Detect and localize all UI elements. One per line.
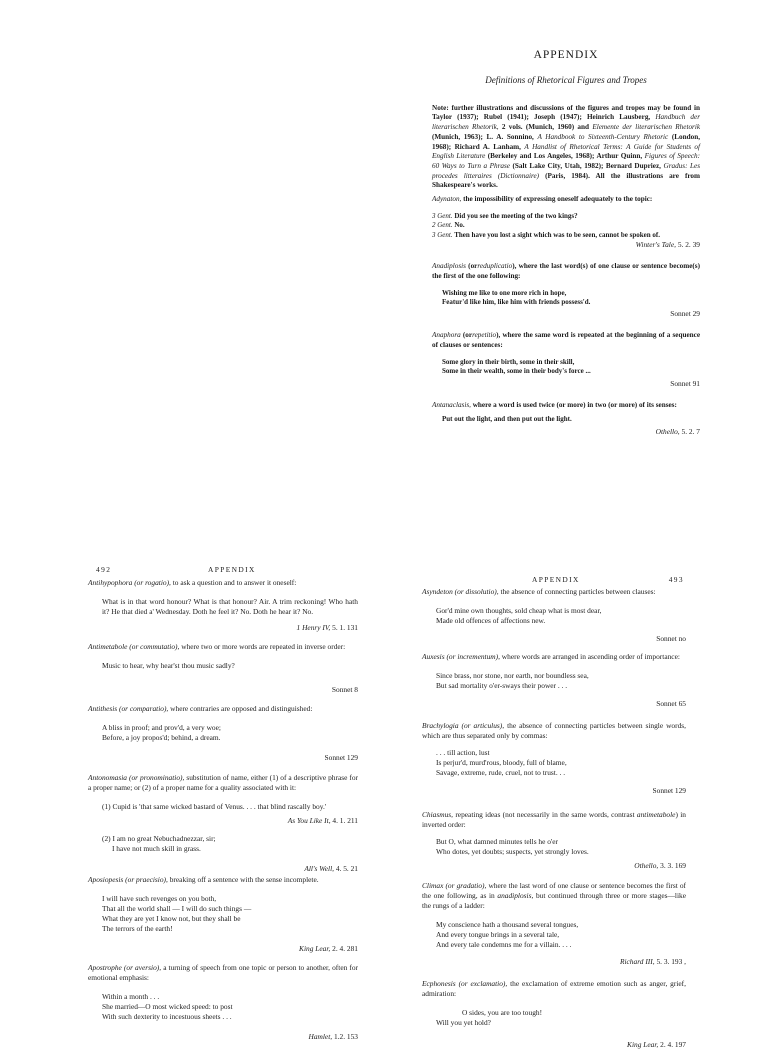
brachylogia-quote: . . . till action, lust Is perjur'd, murd'rous, bloody, full of blame, Savage, extreme, rude, cruel, not to trust. . . <box>436 747 567 777</box>
entry-antihypophora: Antihypophora (or rogatio), to ask a question and to answer it oneself: <box>88 578 297 587</box>
ecphonesis-quote: O sides, you are too tough! Will you yet hold? <box>436 1007 543 1027</box>
right-running-head <box>422 575 686 586</box>
left-page <box>88 565 358 1042</box>
entry-apostrophe: Apostrophe (or aversio), a turning of speech from one topic or person to another, often for emotional emphasis: <box>88 962 358 982</box>
chiasmus-quote: But O, what damned minutes tells he o'er Who dotes, yet doubts; suspects, yet strongly loves. <box>436 836 589 856</box>
apostrophe-quote: Within a month . . . She married—O most wicked speed: to post With such dexterity to incestuous sheets . . . <box>102 991 233 1021</box>
antonomasia-quote-2: (2) I am no great Nebuchadnezzar, sir; I have not much skill in grass. <box>102 833 216 853</box>
antithesis-source: Sonnet 129 <box>324 752 358 762</box>
antithesis-quote: A bliss in proof; and prov'd, a very woe; Before, a joy propos'd; behind, a dream. <box>102 722 221 742</box>
antonomasia-source-2: All's Well, 4. 5. 21 <box>304 863 358 873</box>
ecphonesis-source: King Lear, 2. 4. 197 <box>627 1039 686 1049</box>
adynaton-quote: 3 Gent. Did you see the meeting of the two kings? 2 Gent. No. 3 Gent. Then have you lost a sight which was to be seen, cannot be spoken of. <box>432 211 660 239</box>
chiasmus-source: Othello, 3. 3. 169 <box>634 860 686 870</box>
entry-aposiopesis: Aposiopesis (or praecisio), breaking off a sentence with the sense incomplete. <box>88 874 319 884</box>
antihypophora-quote: What is in that word honour? What is that honour? Air. A trim reckoning! Who hath it? He that died a' Wednesday. Doth he feel it? No. Doth he hear it? No. <box>102 596 358 616</box>
anadiplosis-quote: Wishing me like to one more rich in hope, Featur'd like him, like him with friends possess'd. <box>442 288 591 307</box>
entry-antithesis: Antithesis (or comparatio), where contraries are opposed and distinguished: <box>88 703 313 713</box>
left-running-head <box>88 565 358 576</box>
entry-chiasmus: Chiasmus, repeating ideas (not necessarily in the same words, contrast antimetabole) in inverted order: <box>422 809 686 829</box>
antihypophora-source: 1 Henry IV, 5. 1. 131 <box>296 622 358 632</box>
adynaton-source: Winter's Tale, 5. 2. 39 <box>635 240 700 250</box>
entry-antonomasia: Antonomasia (or pronominatio), substitution of name, either (1) of a descriptive phrase for a proper name; or (2) of a proper name for a quality associated with it: <box>88 772 358 792</box>
climax-source: Richard III, 5. 3. 193 , <box>619 956 686 966</box>
note-paragraph: Note: further illustrations and discussions of the figures and tropes may be found in Taylor (1937); Rubel (1941); Joseph (1947); Heinrich Lausberg, Handbuch der literarischen Rhetorik, 2 vols. (Munich, 1960) and Elemente der literarischen Rhetorik (Munich, 1963); L. A. Sonnino, A Handbook to Sixteenth-Century Rhetoric (London, 1968); Richard A. Lanham, A Handlist of Rhetorical Terms: A Guide for Students of English Literature (Berkeley and Los Angeles, 1968); Arthur Quinn, Figures of Speech: 60 Ways to Turn a Phrase (Salt Lake City, Utah, 1982); Bernard Dupriez, Gradus: Les procedes litteraires (Dictionnaire) (Paris, 1984). All the illustrations are from Shakespeare's works. <box>432 103 701 190</box>
auxesis-quote: Since brass, nor stone, nor earth, nor boundless sea, But sad mortality o'er-sways their power . . . <box>436 670 589 690</box>
antonomasia-quote-1: (1) Cupid is 'that same wicked bastard of Venus. . . . that blind rascally boy.' <box>102 801 327 811</box>
antonomasia-source-1: As You Like It, 4. 1. 211 <box>287 815 358 825</box>
antanaclasis-quote: Put out the light, and then put out the light. <box>442 415 572 424</box>
entry-brachylogia: Brachylogia (or articulus), the absence of connecting particles between single words, which are thus separated only by commas: <box>422 720 687 740</box>
entry-adynaton: Adynaton, the impossibility of expressing oneself adequately to the topic: <box>432 195 653 204</box>
entry-anaphora: Anaphora (orrepetitio), where the same word is repeated at the beginning of a sequence of clauses or sentences: <box>432 331 701 350</box>
running-head: APPENDIX <box>208 565 256 574</box>
right-page <box>422 575 686 1050</box>
asyndeton-quote: Gor'd mine own thoughts, sold cheap what is most dear, Made old offences of affections new. <box>436 605 602 625</box>
antanaclasis-source: Othello, 5. 2. 7 <box>655 426 700 436</box>
entry-asyndeton: Asyndeton (or dissolutio), the absence of connecting particles between clauses: <box>422 587 656 596</box>
running-head: APPENDIX <box>532 575 580 584</box>
climax-quote: My conscience hath a thousand several tongues, And every tongue brings in a several tale, And every tale condemns me for a villain. . . . <box>436 919 579 949</box>
aposiopesis-source: King Lear, 2. 4. 281 <box>299 943 358 953</box>
brachylogia-source: Sonnet 129 <box>652 785 686 795</box>
page-number: 493 <box>668 575 684 584</box>
appendix-subheading: Definitions of Rhetorical Figures and Tropes <box>485 74 647 85</box>
anaphora-quote: Some glory in their birth, some in their skill, Some in their wealth, some in their body's force ... <box>442 357 591 376</box>
apostrophe-source: Hamlet, 1.2. 153 <box>308 1031 358 1041</box>
entry-ecphonesis: Ecphonesis (or exclamatio), the exclamation of extreme emotion such as anger, grief, admiration: <box>422 978 686 998</box>
aposiopesis-quote: I will have such revenges on you both, That all the world shall — I will do such things — What they are yet I know not, but they shall be The terrors of the earth! <box>102 893 252 933</box>
antimetabole-quote: Music to hear, why hear'st thou music sadly? <box>102 660 235 670</box>
anadiplosis-source: Sonnet 29 <box>670 309 700 319</box>
entry-antimetabole: Antimetabole (or commutatio), where two or more words are repeated in inverse order: <box>88 641 346 651</box>
entry-anadiplosis: Anadiplosis (orreduplicatio), where the last word(s) of one clause or sentence become(s) the first of the one following: <box>432 262 700 280</box>
top-page <box>432 48 700 437</box>
page-number: 492 <box>96 565 112 574</box>
entry-auxesis: Auxesis (or incrementum), where words are arranged in ascending order of importance: <box>422 651 680 661</box>
appendix-heading: APPENDIX <box>533 49 599 61</box>
entry-climax: Climax (or gradatio), where the last word of one clause or sentence becomes the first of the one following, as in anadiplosis, but continued through three or more stages—like the rungs of a ladder: <box>422 880 687 910</box>
anaphora-source: Sonnet 91 <box>670 378 700 388</box>
antimetabole-source: Sonnet 8 <box>331 684 358 694</box>
asyndeton-source: Sonnet no <box>656 633 686 643</box>
auxesis-source: Sonnet 65 <box>656 698 686 708</box>
entry-antanaclasis: Antanaclasis, where a word is used twice (or more) in two (or more) of its senses: <box>432 400 677 409</box>
